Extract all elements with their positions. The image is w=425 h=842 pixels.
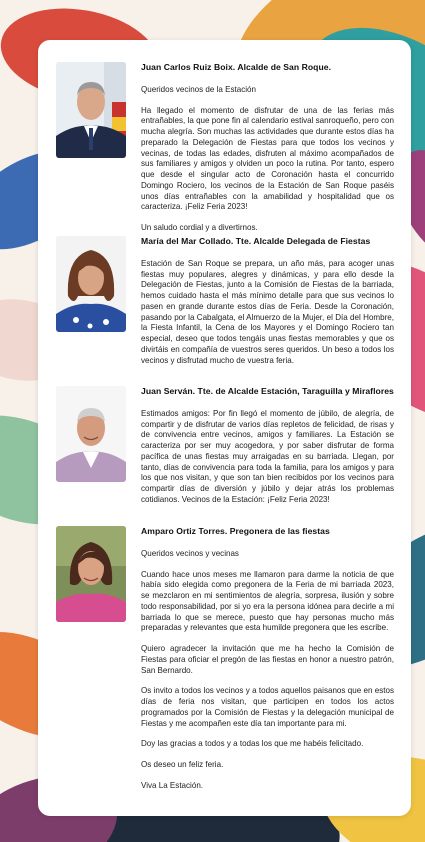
paragraph: Un saludo cordial y a divertirnos.: [141, 223, 258, 232]
entry-author-heading: Juan Carlos Ruiz Boix. Alcalde de San Roque.: [141, 62, 332, 72]
entry-text: [141, 236, 394, 376]
paragraph: Estación de San Roque se prepara, un año más, para acoger unas fiestas muy populares, alegres y dinámicas, y para ello desde la Delegación de Fiestas, junto a la Comisión de Fiestas de la barriada, hemos cuidado hasta el más mínimo detalle para que sus vecinos lo pasen en grande durante estos días de Feria. Desde la Coronación, pasando por la Cabalgata, el Almuerzo de la Mujer, el Día del Hombre, la Fiesta Infantil, la Cena de los Mayores y el Domingo Rociero tan especial, deseo que todos tengáis unas fiestas memorables y que os divirtáis en compañía de vuestros seres queridos. Un beso a todos los vecinos y disfrutad mucho de vuestra feria.: [141, 258, 394, 365]
entry-author-heading: María del Mar Collado. Tte. Alcalde Delegada de Fiestas: [141, 236, 371, 246]
paragraph: Cuando hace unos meses me llamaron para darme la noticia de que había sido elegida como pregonera de la Feria de mi barriada 2023, se mezclaron en mi sentimientos de alegría, sorpresa, ilusión y sobre todo responsabilidad, por si yo era la persona idónea para decirle a mi barriada lo que se merece, puesto que hay personas mucho más preparadas y relevantes que esta humilde pregonera que les escribe.: [141, 569, 394, 633]
paragraph: Queridos vecinos y vecinas: [141, 548, 239, 558]
entry-author-heading: Juan Serván. Tte. de Alcalde Estación, Taraguilla y Miraflores: [141, 386, 394, 396]
paragraph: Os invito a todos los vecinos y a todos aquellos paisanos que en estos días de feria nos visitan, que participen en todos los actos programados por la Comisión de Fiestas y la delegación municipal de Fiestas y me acompañen este día tan importante para mi.: [141, 686, 394, 728]
entry-text: [141, 62, 394, 244]
paragraph: Ha llegado el momento de disfrutar de una de las ferias más entrañables, la que pone fin al calendario estival sanroqueño, pero con mucha alegría. Son muchas las actividades que durante estos días ha preparado la Delegación de Fiestas para que todos los vecinos y vecinas, de todas las edades, disfruten al máximo acompañados de sus familiares y amigos y olviden un poco la rutina. Por tanto, espero que desde el singular acto de Coronación hasta el concurrido Domingo Rociero, los vecinos de la Estación de San Roque paséis unos días entrañables con la amabilidad y hospitalidad que os caracteriza. ¡Feliz Feria 2023!: [141, 105, 394, 212]
entry-text: [141, 386, 394, 516]
greetings-card: [38, 40, 411, 816]
paragraph: Viva La Estación.: [141, 780, 204, 790]
portrait-photo: [56, 236, 126, 332]
paragraph: Estimados amigos: Por fin llegó el momento de júbilo, de alegría, de compartir y de disfrutar de varios días repletos de felicidad, de risas y de convivencia entre vecinos, amigos y familiares. La Estación se caracteriza por ser muy acogedora, y por saber disfrutar de forma pacífica de unas fiestas muy arraigadas en su barriada. Llegan, por tanto, días de convivencia para toda la familia, para los amigos y para los que nos visitan, y que son tan bien recibidos por los vecinos para compartir días de diversión y júbilo y dejar atrás los problemas cotidianos. Vecinos de la Estación: ¡Feliz Feria 2023!: [141, 408, 394, 504]
paragraph: Doy las gracias a todos y a todas los que me habéis felicitado.: [141, 739, 364, 749]
paragraph: Os deseo un feliz feria.: [141, 760, 224, 769]
paragraph: Quiero agradecer la invitación que me ha hecho la Comisión de Fiestas para oficiar el pregón de las fiestas en honor a nuestro patrón, San Bernardo.: [141, 644, 394, 675]
entry-author-heading: Amparo Ortiz Torres. Pregonera de las fiestas: [141, 526, 330, 536]
entry-text: [141, 526, 394, 802]
portrait-photo: [56, 526, 126, 622]
portrait-photo: [56, 62, 126, 158]
paragraph: Queridos vecinos de la Estación: [141, 84, 256, 94]
portrait-photo: [56, 386, 126, 482]
